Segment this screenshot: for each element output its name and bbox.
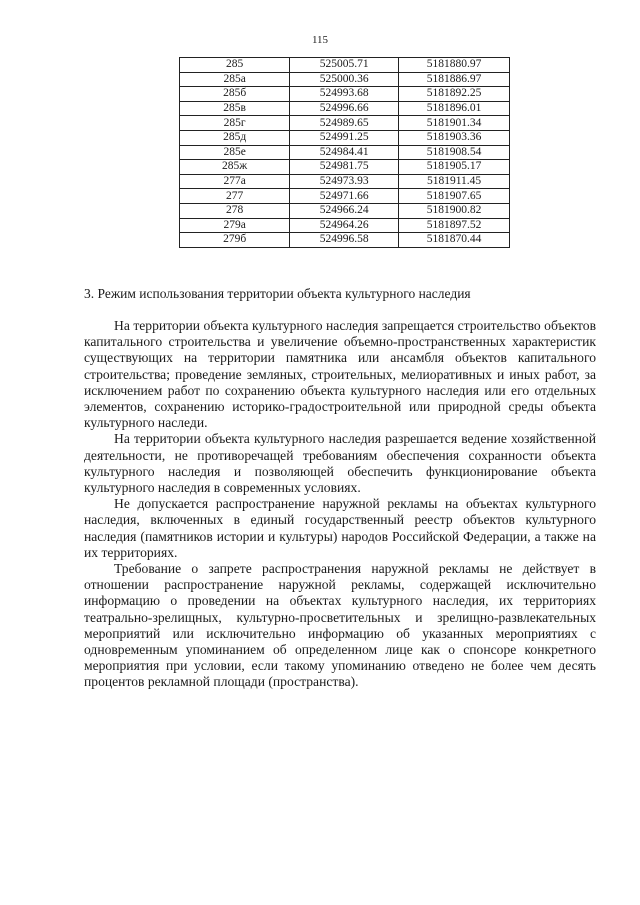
page-number: 115 — [311, 34, 329, 46]
table-row — [180, 145, 510, 160]
point-number-cell: 279а — [180, 218, 290, 233]
table-row — [180, 174, 510, 189]
x-coordinate-cell: 525000.36 — [290, 72, 399, 87]
point-number-cell: 277 — [180, 189, 290, 204]
x-coordinate-cell: 524981.75 — [290, 160, 399, 175]
x-coordinate-cell: 524996.58 — [290, 233, 399, 248]
x-coordinate-cell: 524966.24 — [290, 203, 399, 218]
table-row — [180, 203, 510, 218]
paragraph-advertising-exception: Требование о запрете распространения наружной рекламы не действует в отношении распространение наружной рекламы, содержащей исключительно информацию о проведении на объектах культурного наследия, их территориях театрально-зрелищных, культурно-просветительных и зрелищно-развлекательных мероприятий или исключительно информацию об указанных мероприятиях с одновременным упоминанием об определенном лице как о спонсоре конкретного мероприятия при условии, если такому упоминанию отведено не более чем десять процентов рекламной площади (пространства). — [84, 561, 596, 690]
y-coordinate-cell: 5181908.54 — [399, 145, 510, 160]
table-row — [180, 101, 510, 116]
point-number-cell: 285е — [180, 145, 290, 160]
table-row — [180, 58, 510, 73]
y-coordinate-cell: 5181892.25 — [399, 87, 510, 102]
x-coordinate-cell: 524991.25 — [290, 130, 399, 145]
point-number-cell: 285 — [180, 58, 290, 73]
y-coordinate-cell: 5181897.52 — [399, 218, 510, 233]
section-heading: 3. Режим использования территории объекта культурного наследия — [84, 286, 471, 301]
y-coordinate-cell: 5181880.97 — [399, 58, 510, 73]
table-row — [180, 160, 510, 175]
table-row — [180, 87, 510, 102]
y-coordinate-cell: 5181907.65 — [399, 189, 510, 204]
table-row — [180, 130, 510, 145]
coordinate-table — [179, 57, 510, 248]
x-coordinate-cell: 524993.68 — [290, 87, 399, 102]
point-number-cell: 278 — [180, 203, 290, 218]
point-number-cell: 285б — [180, 87, 290, 102]
paragraph-permitted-activity: На территории объекта культурного наследия разрешается ведение хозяйственной деятельности, не противоречащей требованиям обеспечения сохранности объекта культурного наследия и позволяющей обеспечить функционирование объекта культурного наследия в современных условиях. — [84, 431, 596, 496]
x-coordinate-cell: 524996.66 — [290, 101, 399, 116]
paragraph-advertising-ban: Не допускается распространение наружной рекламы на объектах культурного наследия, включенных в единый государственный реестр объектов культурного наследия (памятников истории и культуры) народов Российской Федерации, а также на их территориях. — [84, 496, 596, 560]
y-coordinate-cell: 5181903.36 — [399, 130, 510, 145]
x-coordinate-cell: 525005.71 — [290, 58, 399, 73]
x-coordinate-cell: 524973.93 — [290, 174, 399, 189]
point-number-cell: 285а — [180, 72, 290, 87]
y-coordinate-cell: 5181900.82 — [399, 203, 510, 218]
table-row — [180, 233, 510, 248]
point-number-cell: 285в — [180, 101, 290, 116]
point-number-cell: 277а — [180, 174, 290, 189]
point-number-cell: 285г — [180, 116, 290, 131]
coordinate-table-body — [180, 58, 510, 248]
table-row — [180, 116, 510, 131]
point-number-cell: 285д — [180, 130, 290, 145]
point-number-cell: 279б — [180, 233, 290, 248]
y-coordinate-cell: 5181905.17 — [399, 160, 510, 175]
x-coordinate-cell: 524971.66 — [290, 189, 399, 204]
y-coordinate-cell: 5181886.97 — [399, 72, 510, 87]
table-row — [180, 72, 510, 87]
paragraph-prohibitions: На территории объекта культурного наследия запрещается строительство объектов капитального строительства и увеличение объемно-пространственных характеристик существующих на территории памятника или ансамбля объектов капитального строительства; проведение земляных, строительных, мелиоративных и иных работ, за исключением работ по сохранению объекта культурного наследия или его отдельных элементов, сохранению историко-градостроительной или природной среды объекта культурного наследи. — [84, 318, 596, 431]
section-body — [84, 318, 596, 691]
x-coordinate-cell: 524989.65 — [290, 116, 399, 131]
table-row — [180, 189, 510, 204]
y-coordinate-cell: 5181911.45 — [399, 174, 510, 189]
x-coordinate-cell: 524984.41 — [290, 145, 399, 160]
y-coordinate-cell: 5181901.34 — [399, 116, 510, 131]
table-row — [180, 218, 510, 233]
x-coordinate-cell: 524964.26 — [290, 218, 399, 233]
point-number-cell: 285ж — [180, 160, 290, 175]
y-coordinate-cell: 5181896.01 — [399, 101, 510, 116]
y-coordinate-cell: 5181870.44 — [399, 233, 510, 248]
